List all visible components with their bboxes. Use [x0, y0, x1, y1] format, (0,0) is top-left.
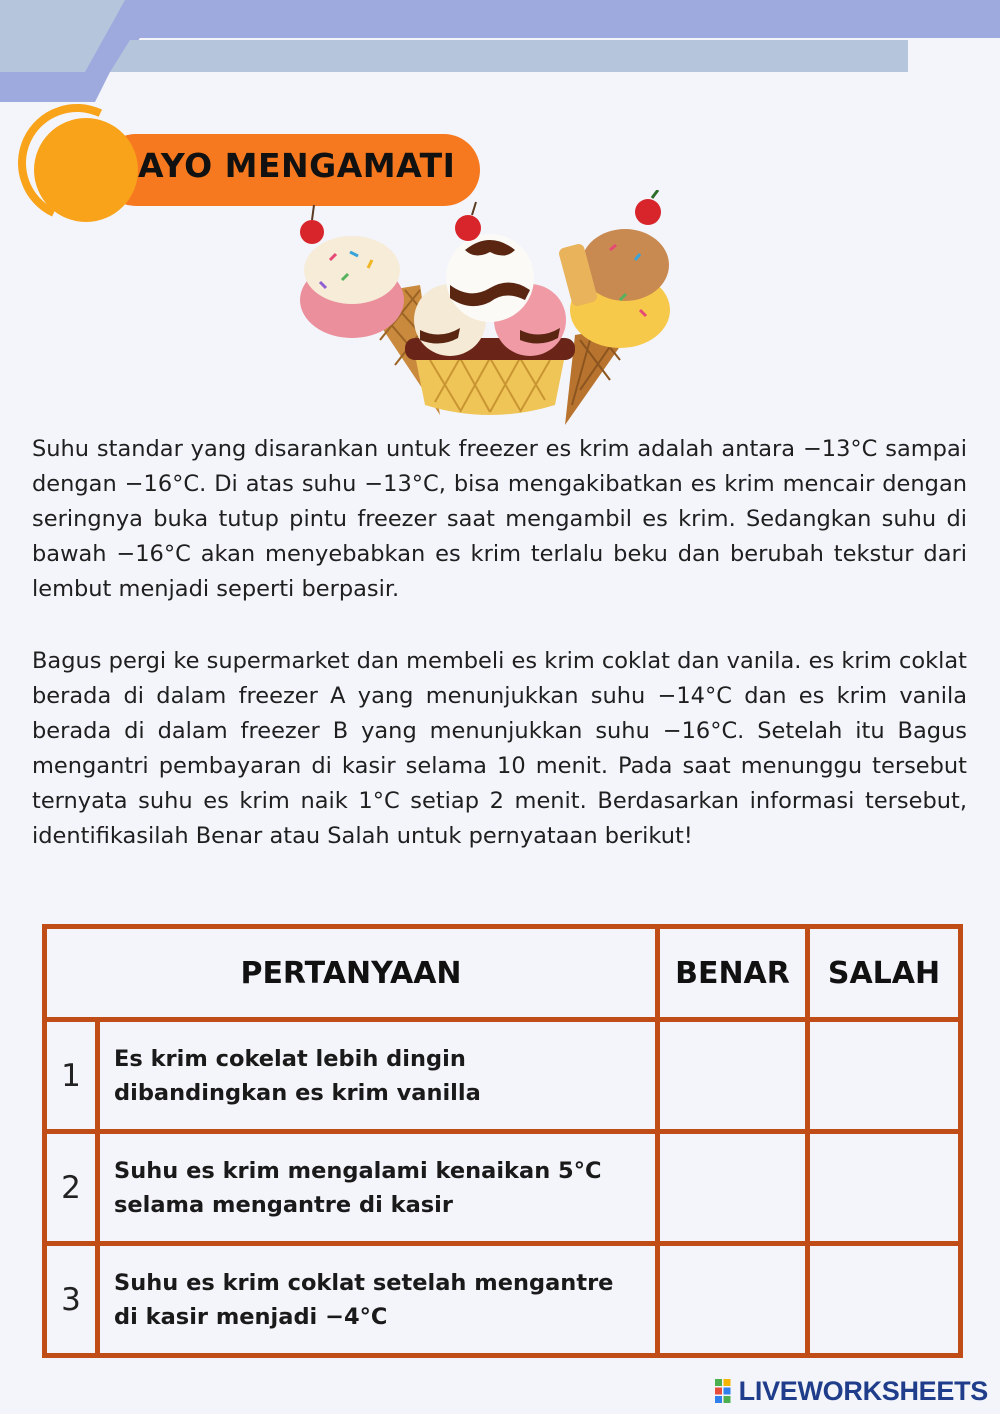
question-line: Es krim cokelat lebih dingin	[114, 1045, 466, 1072]
story-paragraph: Bagus pergi ke supermarket dan membeli es krim coklat dan vanila. es krim coklat berada di dalam freezer A yang menunjukkan suhu −14°C dan es krim vanila berada di dalam freezer B yang menunjukkan suhu −16°C. Setelah itu Bagus mengantri pembayaran di kasir selama 10 menit. Pada saat menunggu tersebut ternyata suhu es krim naik 1°C setiap 2 menit. Berdasarkan informasi tersebut, identifikasilah Benar atau Salah untuk pernyataan berikut!	[32, 648, 967, 849]
question-line: selama mengantre di kasir	[114, 1191, 453, 1218]
table-row	[45, 1132, 961, 1244]
question-text	[98, 1132, 658, 1244]
badge-circle	[34, 118, 138, 222]
question-text	[98, 1244, 658, 1356]
answer-false-cell[interactable]	[808, 1132, 961, 1244]
header-true: BENAR	[658, 927, 808, 1020]
table-header-row	[45, 927, 961, 1020]
question-line: dibandingkan es krim vanilla	[114, 1079, 481, 1106]
question-line: di kasir menjadi −4°C	[114, 1303, 388, 1330]
row-number: 1	[45, 1020, 98, 1132]
intro-paragraph: Suhu standar yang disarankan untuk freezer es krim adalah antara −13°C sampai dengan −16°C. Di atas suhu −13°C, bisa mengakibatkan es krim mencair dengan seringnya buka tutup pintu freezer saat mengambil es krim. Sedangkan suhu di bawah −16°C akan menyebabkan es krim terlalu beku dan berubah tekstur dari lembut menjadi seperti berpasir.	[32, 436, 967, 602]
answer-true-cell[interactable]	[658, 1244, 808, 1356]
liveworksheets-logo	[715, 1376, 988, 1406]
question-line: Suhu es krim coklat setelah mengantre	[114, 1269, 614, 1296]
page-title: AYO MENGAMATI	[138, 146, 456, 185]
logo-text: LIVEWORKSHEETS	[738, 1375, 988, 1406]
header-false: SALAH	[808, 927, 961, 1020]
sundae-bowl-icon	[405, 202, 575, 415]
question-table	[42, 924, 963, 1358]
answer-false-cell[interactable]	[808, 1020, 961, 1132]
table-row	[45, 1020, 961, 1132]
answer-true-cell[interactable]	[658, 1020, 808, 1132]
question-text	[98, 1020, 658, 1132]
liveworksheets-logo-icon	[715, 1379, 739, 1403]
top-decoration-band	[0, 0, 1000, 105]
row-number: 3	[45, 1244, 98, 1356]
ice-cream-illustration	[290, 190, 690, 430]
answer-false-cell[interactable]	[808, 1244, 961, 1356]
header-question: PERTANYAAN	[45, 927, 658, 1020]
answer-true-cell[interactable]	[658, 1132, 808, 1244]
right-cone-icon	[558, 190, 670, 425]
question-line: Suhu es krim mengalami kenaikan 5°C	[114, 1157, 602, 1184]
row-number: 2	[45, 1132, 98, 1244]
table-row	[45, 1244, 961, 1356]
